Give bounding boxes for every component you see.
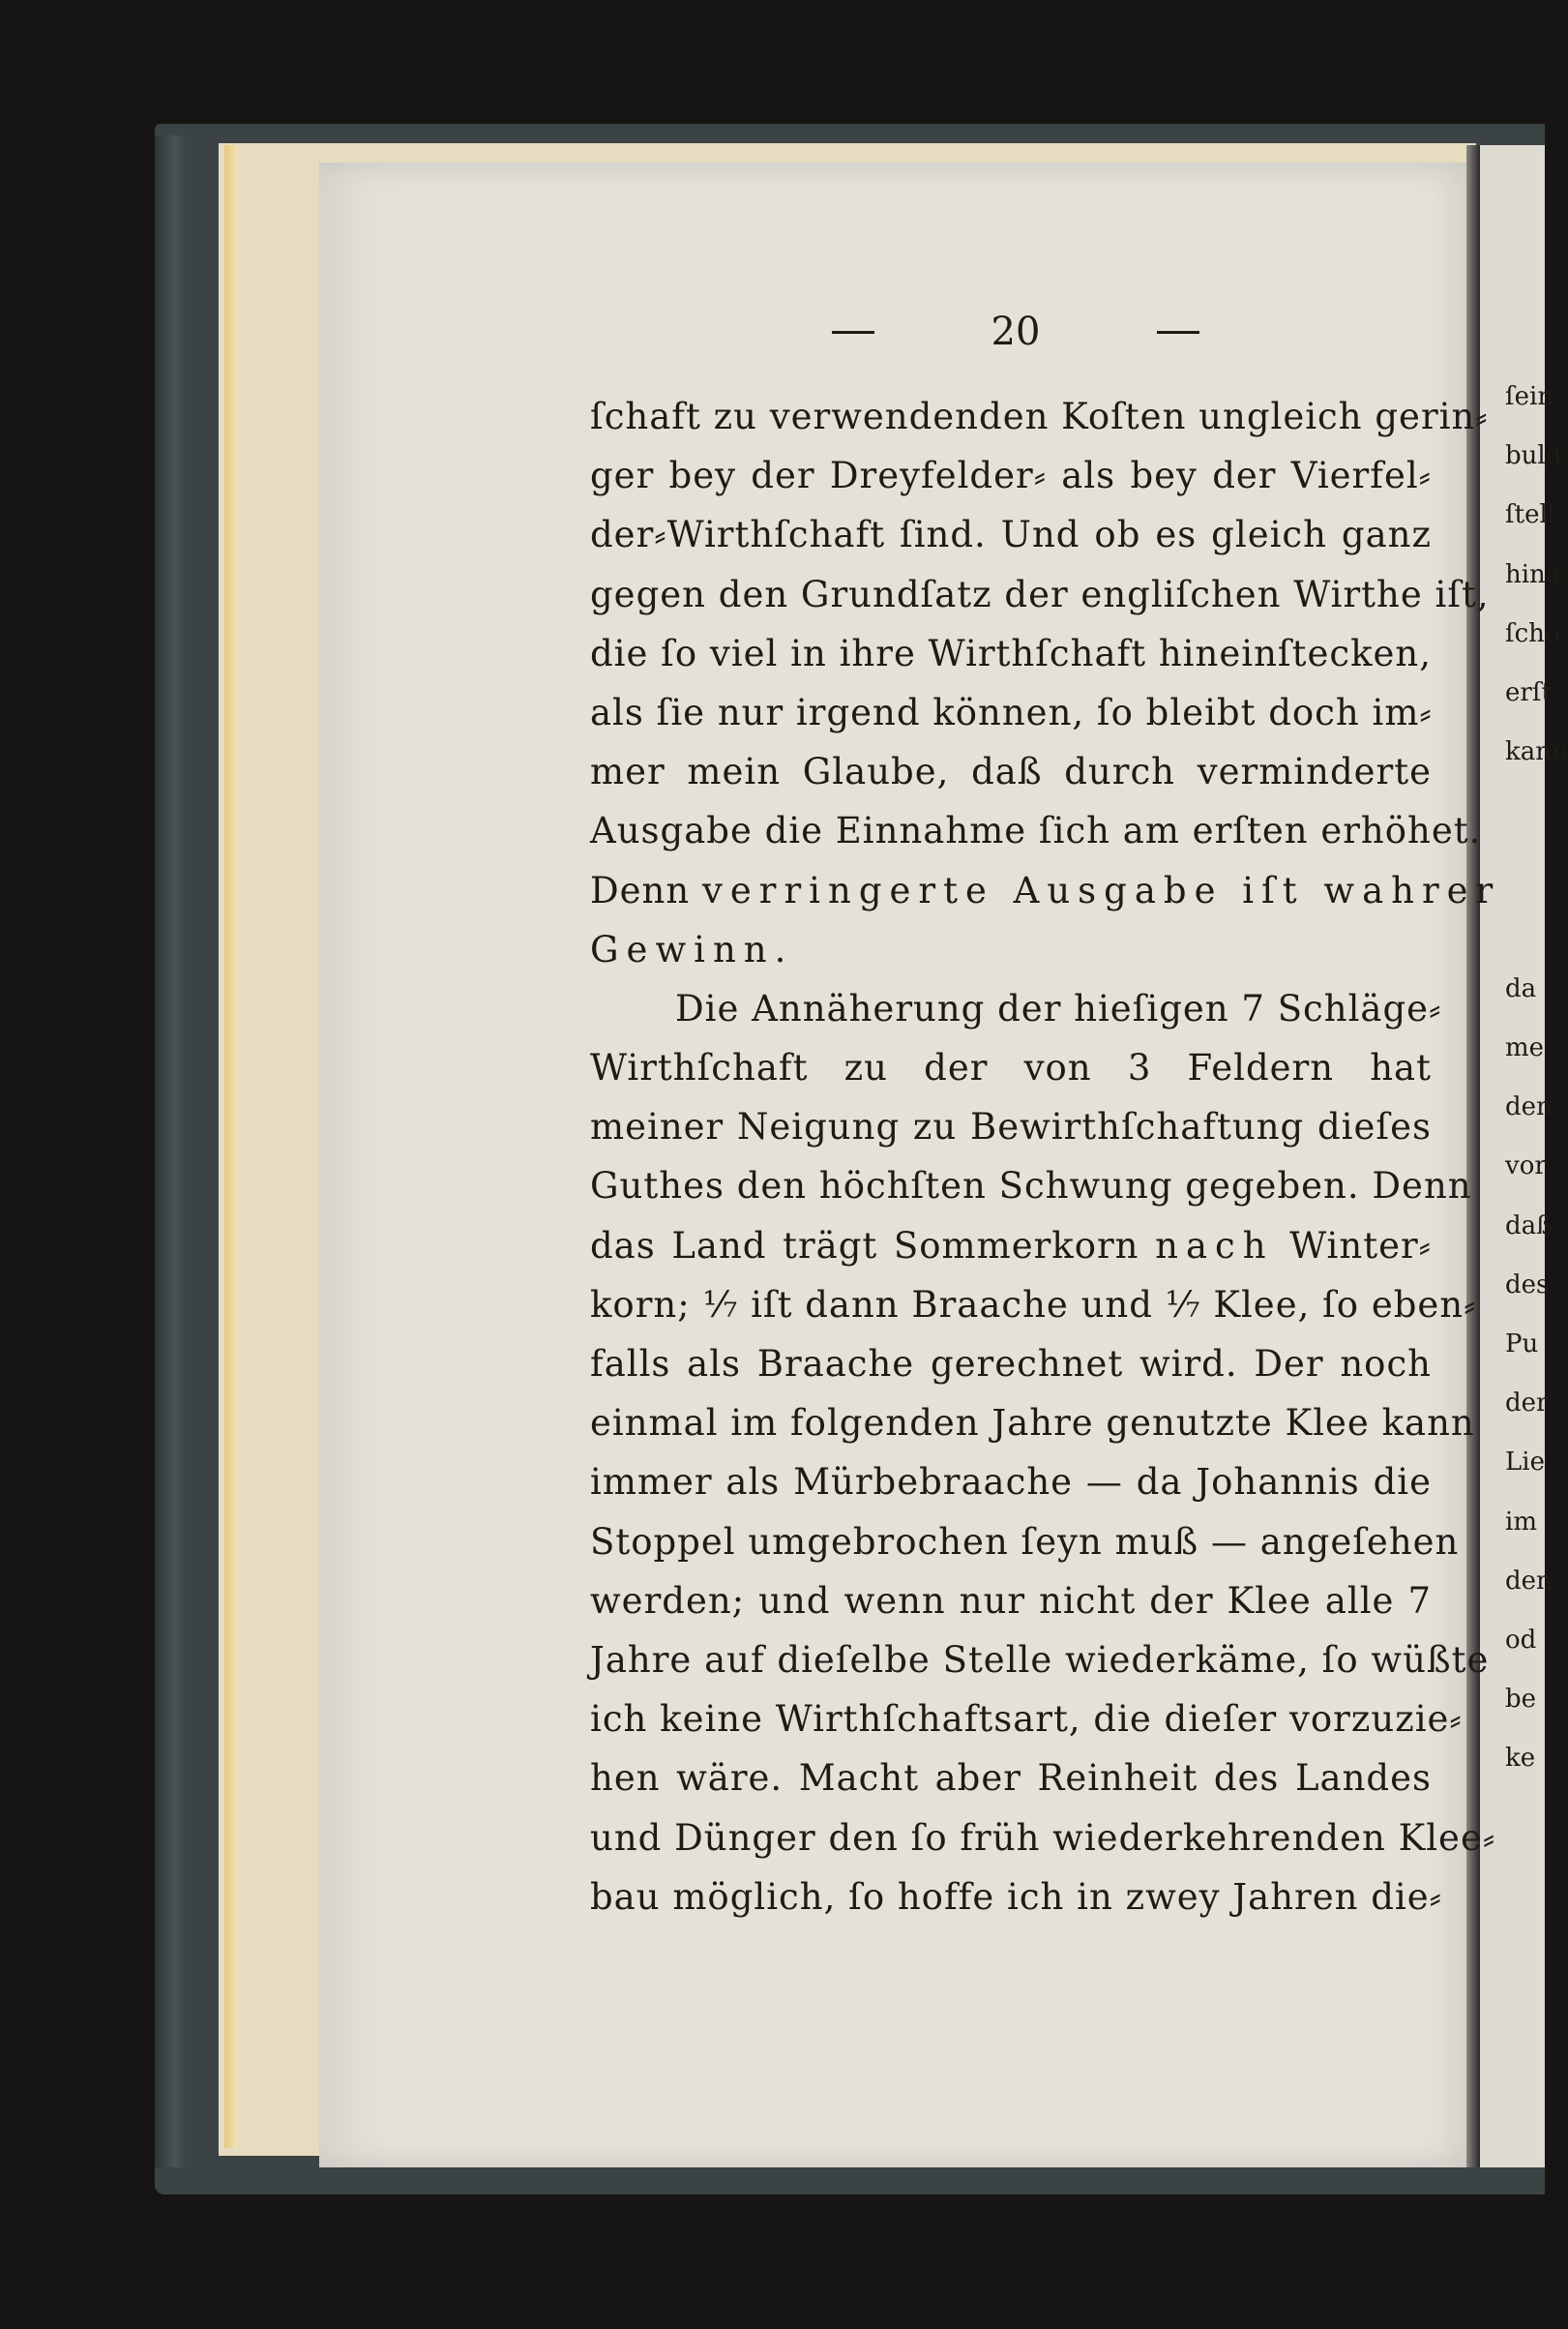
text-line [590,1275,1477,1334]
facing-page-fragment: da [1505,973,1537,1003]
text-segment: gegen den Grundſatz der engliſchen Wirthe iſt, [590,573,1490,615]
text-segment: korn; ⅐ iſt dann Braache und ⅐ Klee, ſo eben⸗ [590,1283,1477,1326]
facing-page-fragment: des [1505,1269,1550,1299]
page-header [832,308,1199,356]
text-line [590,446,1432,505]
facing-page-fragment: Lie [1505,1448,1545,1478]
facing-page-fragment: ſtell [1505,500,1556,530]
facing-page-fragment: den [1505,1092,1553,1122]
header-dash-left [832,331,874,334]
text-segment: ger bey der Dreyfelder⸗ als bey der Vierfel⸗ [590,455,1432,497]
text-line [590,1512,1460,1571]
text-segment: einmal im folgenden Jahre genutzte Klee kann [590,1402,1475,1445]
text-segment: Gewinn. [590,928,794,970]
text-line [590,1689,1463,1748]
text-segment: Jahre auf dieſelbe Stelle wiederkäme, ſo wüßte [590,1638,1490,1681]
text-segment: werden; und wenn nur nicht der Klee alle 7 [590,1579,1432,1622]
facing-page-text-fragments [1505,368,1568,1789]
text-line [590,505,1432,564]
body-text [590,387,1501,1926]
facing-page-fragment: erſt [1505,677,1552,707]
text-segment: und Dünger den ſo früh wiederkehrenden Klee⸗ [590,1816,1496,1859]
text-line [590,1334,1432,1393]
text-line [590,1038,1432,1097]
text-line [590,1156,1472,1215]
text-line [590,1867,1442,1926]
text-line [590,387,1489,446]
facing-page-fragment: daß [1505,1210,1553,1240]
text-segment: ſchaft zu verwendenden Koſten ungleich gerin⸗ [590,396,1489,437]
text-line [590,1216,1432,1275]
text-line [590,565,1490,624]
text-segment: das Land trägt Sommerkorn [590,1224,1156,1267]
text-segment: Die Annäherung der hieſigen 7 Schläge⸗ [675,987,1442,1030]
text-line [590,1393,1475,1452]
book-gutter [1466,145,1480,2167]
text-segment: bau möglich, ſo hoffe ich in zwey Jahren die⸗ [590,1875,1442,1918]
book-spine [155,135,188,2167]
text-line [590,861,1501,920]
text-segment: als ſie nur irgend können, ſo bleibt doch im⸗ [590,691,1433,733]
text-line [590,1452,1432,1511]
text-line [590,1748,1432,1807]
text-line [590,1571,1432,1630]
facing-page-fragment: me [1505,1033,1545,1063]
facing-page-fragment: ke [1505,1744,1536,1774]
text-segment: Ausgabe die Einnahme ſich am erſten erhöhet. [590,810,1482,852]
text-segment: immer als Mürbebraache — da Johannis die [590,1461,1432,1504]
facing-page-fragment [1505,782,1545,841]
facing-page-fragment: be [1505,1685,1537,1715]
text-line [590,801,1482,860]
text-line [590,920,1432,979]
text-line [590,1808,1496,1867]
text-segment: nach [1155,1224,1274,1267]
text-segment: Denn [590,869,702,911]
facing-page-fragment: buld [1505,441,1562,471]
text-segment: der⸗Wirthſchaft ſind. Und ob es gleich ganz [590,514,1432,556]
text-line [590,683,1432,742]
facing-page-fragment: den [1505,1566,1553,1596]
text-line [590,979,1442,1038]
text-segment: verringerte Ausgabe iſt wahrer [701,869,1501,911]
text-segment: falls als Braache gerechnet wird. Der noch [590,1343,1432,1385]
facing-page-fragment: hina [1505,559,1561,589]
gilded-page-edge [224,145,238,2148]
facing-page-fragment: ſein [1505,382,1554,411]
facing-page-fragment: der [1505,1388,1549,1418]
text-segment: hen wäre. Macht aber Reinheit des Landes [590,1757,1432,1800]
facing-page-fragment: kann [1505,737,1568,767]
facing-page-fragment [1505,842,1545,901]
facing-page-fragment [1505,901,1545,960]
text-segment: Wirthſchaft zu der von 3 Feldern hat [590,1047,1432,1090]
page-number: 20 [991,310,1041,354]
text-segment: Guthes den höchſten Schwung gegeben. Denn [590,1165,1472,1208]
text-segment: Stoppel umgebrochen ſeyn muß — angeſehen [590,1520,1460,1563]
text-segment: ich keine Wirthſchaftsart, die dieſer vorzuzie⸗ [590,1698,1463,1741]
text-segment: Winter⸗ [1273,1224,1432,1267]
text-segment: meiner Neigung zu Bewirthſchaftung dieſes [590,1106,1432,1149]
text-line [590,624,1432,683]
facing-page-fragment: Pu [1505,1329,1539,1359]
text-segment: mer mein Glaube, daß durch verminderte [590,751,1432,793]
text-segment: die ſo viel in ihre Wirthſchaft hineinſtecken, [590,632,1432,674]
text-line [590,1630,1490,1689]
facing-page-fragment: im [1505,1507,1537,1537]
text-line [590,1097,1432,1156]
facing-page-fragment: vor [1505,1151,1547,1181]
facing-page-fragment: od [1505,1625,1537,1655]
text-line [590,742,1432,801]
header-dash-right [1157,331,1199,334]
facing-page-fragment: ſcho [1505,618,1560,648]
